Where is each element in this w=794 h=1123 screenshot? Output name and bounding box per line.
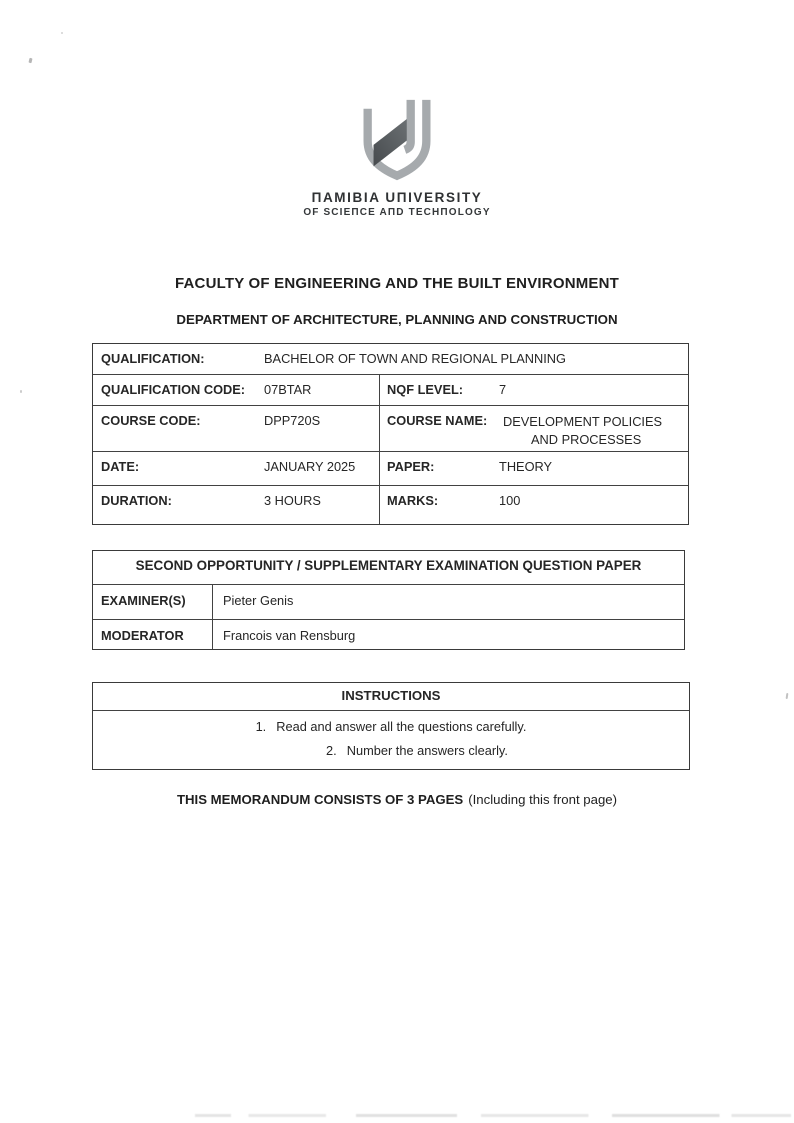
course-name-value: [503, 413, 662, 451]
qualification-code-cell: [93, 375, 380, 405]
examiner-row: [93, 584, 684, 619]
page-count-note-bold: THIS MEMORANDUM CONSISTS OF 3 PAGES: [176, 792, 464, 807]
scan-speck: [786, 693, 789, 699]
course-name-label: COURSE NAME:: [387, 413, 488, 428]
moderator-row: [93, 619, 684, 649]
duration-row: [93, 485, 688, 524]
course-code-label: COURSE CODE:: [101, 413, 201, 428]
instruction-1-number: 1.: [255, 719, 267, 734]
qualification-code-label: QUALIFICATION CODE:: [101, 382, 246, 397]
exam-paper-table: [92, 550, 685, 650]
scan-speck: [61, 32, 63, 34]
department-heading: DEPARTMENT OF ARCHITECTURE, PLANNING AND CONSTRUCTION: [176, 312, 618, 327]
page-count-note-regular: (Including this front page): [468, 792, 618, 807]
nust-shield-icon: [349, 96, 445, 184]
instruction-2-number: 2.: [326, 743, 337, 758]
course-code-value: DPP720S: [264, 413, 321, 428]
instructions-table: [92, 682, 690, 770]
course-details-table: [92, 343, 689, 525]
instructions-body: [93, 710, 689, 769]
course-code-row: [93, 405, 688, 451]
nqf-level-cell: [380, 375, 688, 405]
course-code-cell: [93, 406, 380, 451]
marks-value: 100: [499, 493, 521, 508]
course-name-value-line1: DEVELOPMENT POLICIES: [503, 414, 663, 429]
paper-cell: [380, 452, 688, 485]
qualification-code-row: [93, 374, 688, 405]
university-logo: [0, 96, 794, 218]
duration-label: DURATION:: [101, 493, 172, 508]
instructions-title: INSTRUCTIONS: [341, 688, 441, 703]
course-name-cell: [380, 406, 688, 451]
moderator-value: Francois van Rensburg: [223, 628, 356, 643]
faculty-heading: FACULTY OF ENGINEERING AND THE BUILT ENVIRONMENT: [174, 275, 620, 292]
duration-cell: [93, 486, 380, 524]
page-count-note: [0, 792, 794, 807]
duration-value: 3 HOURS: [264, 493, 321, 508]
scan-speck: [28, 58, 32, 64]
date-cell: [93, 452, 380, 485]
moderator-label: MODERATOR: [93, 620, 213, 649]
paper-value: THEORY: [499, 459, 553, 474]
university-name: ΠAMIBIA UΠIVERSITY: [311, 190, 483, 205]
qualification-label: QUALIFICATION:: [101, 351, 205, 366]
qualification-row: [93, 344, 688, 374]
date-label: DATE:: [101, 459, 140, 474]
paper-label: PAPER:: [387, 459, 435, 474]
date-value: JANUARY 2025: [264, 459, 356, 474]
instruction-1-text: Read and answer all the questions carefully.: [276, 719, 527, 734]
university-tagline: OF SCIEΠCE AΠD TECHΠOLOGY: [303, 207, 491, 218]
examiner-value: Pieter Genis: [223, 593, 294, 608]
nqf-level-value: 7: [499, 382, 507, 397]
instruction-2-text: Number the answers clearly.: [346, 743, 508, 758]
marks-cell: [380, 486, 688, 524]
instruction-item-2: [119, 743, 715, 758]
scan-page-edge-shadow: [195, 1114, 791, 1117]
nqf-level-label: NQF LEVEL:: [387, 382, 464, 397]
qualification-value: BACHELOR OF TOWN AND REGIONAL PLANNING: [264, 351, 566, 366]
exam-paper-title: SECOND OPPORTUNITY / SUPPLEMENTARY EXAMINATION QUESTION PAPER: [135, 558, 642, 573]
instruction-item-1: [93, 719, 689, 734]
course-name-value-line2: AND PROCESSES: [531, 432, 642, 447]
scan-speck: [20, 390, 22, 393]
marks-label: MARKS:: [387, 493, 439, 508]
date-row: [93, 451, 688, 485]
examiner-label: EXAMINER(S): [93, 585, 213, 619]
qualification-code-value: 07BTAR: [264, 382, 312, 397]
